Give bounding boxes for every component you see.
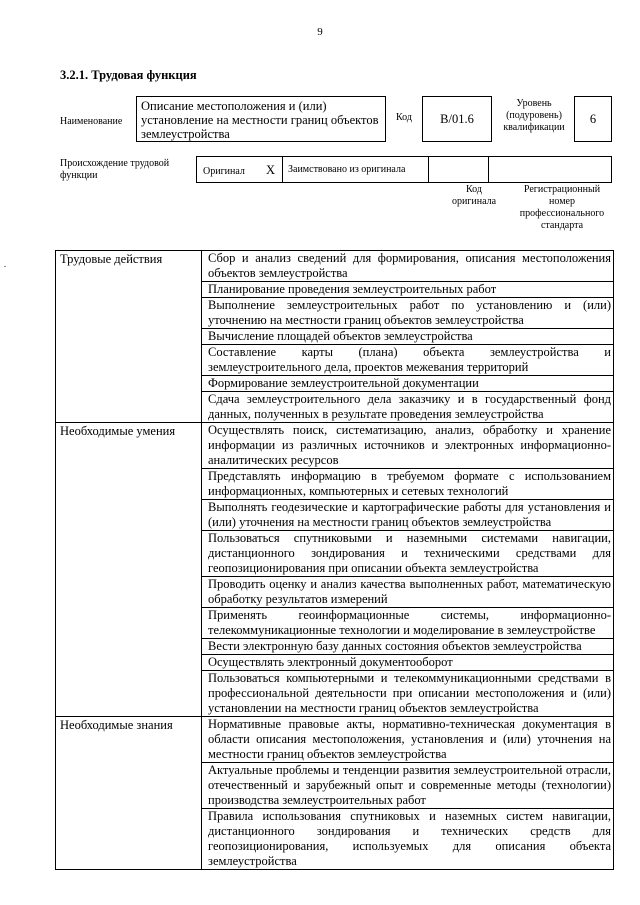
list-item: Проводить оценку и анализ качества выполненных работ, математическую обработку результатов измерений — [202, 577, 613, 608]
list-item: Вычисление площадей объектов землеустройства — [202, 329, 613, 345]
reg-number-label: Регистрационный номер профессионального стандарта — [519, 184, 605, 231]
list-item: Планирование проведения землеустроительных работ — [202, 282, 613, 298]
origin-label: Происхождение трудовой функции — [60, 158, 170, 181]
list-item: Пользоваться спутниковыми и наземными системами навигации, дистанционного зондирования и техническими средствами для геопозиционирования при описании объекта землеустройства — [202, 531, 613, 577]
row-heading: Необходимые знания — [56, 717, 202, 870]
list-item: Осуществлять электронный документооборот — [202, 655, 613, 671]
function-details-table — [55, 250, 614, 870]
list-item: Выполнять геодезические и картографические работы для установления и (или) уточнения на местности границ объектов землеустройства — [202, 500, 613, 531]
borrowed-label: Заимствовано из оригинала — [283, 157, 429, 182]
page-number: 9 — [317, 26, 323, 38]
list-item: Применять геоинформационные системы, информационно-телекоммуникационные технологии и моделирование в землеустройстве — [202, 608, 613, 639]
original-label: Оригинал — [203, 166, 245, 177]
list-item: Актуальные проблемы и тенденции развития землеустроительной отрасли, отечественный и зарубежный опыт и современные методы (технологии) производства землеустроительных работ — [202, 763, 613, 809]
function-name-box: Описание местоположения и (или) установление на местности границ объектов землеустройства — [136, 96, 386, 142]
list-item: Сбор и анализ сведений для формирования, описания местоположения объектов землеустройства — [202, 251, 613, 282]
list-item: Представлять информацию в требуемом формате с использованием информационных, компьютерных и сетевых технологий — [202, 469, 613, 500]
original-mark: X — [259, 157, 283, 182]
level-label: Уровень (подуровень) квалификации — [503, 98, 565, 133]
code-label: Код — [396, 112, 412, 123]
table-row — [56, 423, 614, 717]
row-items — [202, 251, 614, 423]
row-items — [202, 423, 614, 717]
list-item: Составление карты (плана) объекта землеустройства и землеустроительного дела, проектов межевания территорий — [202, 345, 613, 376]
function-code-box: B/01.6 — [422, 96, 492, 142]
list-item: Правила использования спутниковых и наземных систем навигации, дистанционного зондирования и технических средств для геопозиционирования, используемых для описания объекта землеустройства — [208, 809, 611, 868]
row-items — [202, 717, 614, 870]
borrowed-mark-cell — [429, 157, 489, 182]
row-heading: Необходимые умения — [56, 423, 202, 717]
qualification-level-box: 6 — [574, 96, 612, 142]
table-row — [56, 717, 614, 870]
reg-number-cell — [489, 157, 613, 182]
row-heading: Трудовые действия — [56, 251, 202, 423]
name-label: Наименование — [60, 116, 123, 127]
list-item: Сдача землеустроительного дела заказчику и в государственный фонд данных, полученных в результате проведения землеустройства — [208, 392, 611, 421]
list-item: Нормативные правовые акты, нормативно-техническая документация в области описания местоположения, установления и (или) уточнения на местности границ объектов землеустройства — [202, 717, 613, 763]
table-row — [56, 251, 614, 423]
list-item: Осуществлять поиск, систематизацию, анализ, обработку и хранение информации из различных источников и электронных информационно-аналитических ресурсов — [202, 423, 613, 469]
list-item: Выполнение землеустроительных работ по установлению и (или) уточнению на местности границ объектов землеустройства — [202, 298, 613, 329]
list-item: Вести электронную базу данных состояния объектов землеустройства — [202, 639, 613, 655]
code-original-label: Код оригинала — [451, 184, 497, 207]
section-title: 3.2.1. Трудовая функция — [60, 68, 197, 82]
margin-mark — [4, 266, 6, 267]
origin-table — [196, 156, 612, 183]
list-item: Формирование землеустроительной документации — [202, 376, 613, 392]
list-item: Пользоваться компьютерными и телекоммуникационными средствами в профессиональной деятельности при описании местоположения и (или) установлении на местности границ объектов землеустройства — [208, 671, 611, 715]
